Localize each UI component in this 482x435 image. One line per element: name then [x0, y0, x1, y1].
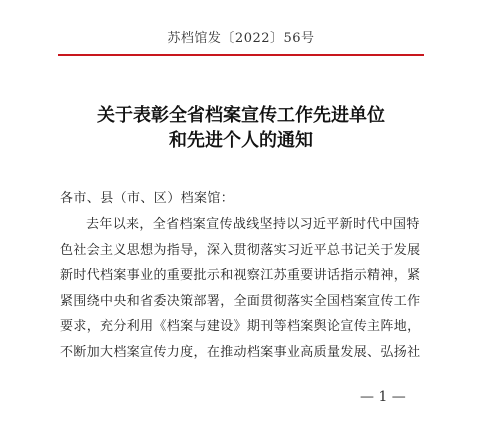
- document-title: [0, 103, 482, 153]
- title-line-1: 关于表彰全省档案宣传工作先进单位: [97, 105, 385, 126]
- body-line: 去年以来，全省档案宣传战线坚持以习近平新时代中国特: [86, 217, 420, 232]
- salutation: 各市、县（市、区）档案馆：: [60, 191, 235, 206]
- red-header-rule: [58, 54, 424, 56]
- body-line: 不断加大档案宣传力度，在推动档案事业高质量发展、弘扬社: [60, 344, 421, 360]
- page-number: — 1 —: [360, 389, 406, 405]
- body-line: 要求，充分利用《档案与建设》期刊等档案舆论宣传主阵地，: [60, 319, 421, 334]
- body-line: 紧围绕中央和省委决策部署，全面贯彻落实全国档案宣传工作: [60, 293, 421, 309]
- document-number: 苏档馆发〔2022〕56号: [167, 31, 315, 46]
- body-paragraph: [60, 212, 430, 365]
- title-line-2: 和先进个人的通知: [169, 130, 313, 151]
- body-line: 新时代档案事业的重要批示和视察江苏重要讲话指示精神，紧: [60, 268, 421, 283]
- body-line: 色社会主义思想为指导，深入贯彻落实习近平总书记关于发展: [60, 242, 421, 258]
